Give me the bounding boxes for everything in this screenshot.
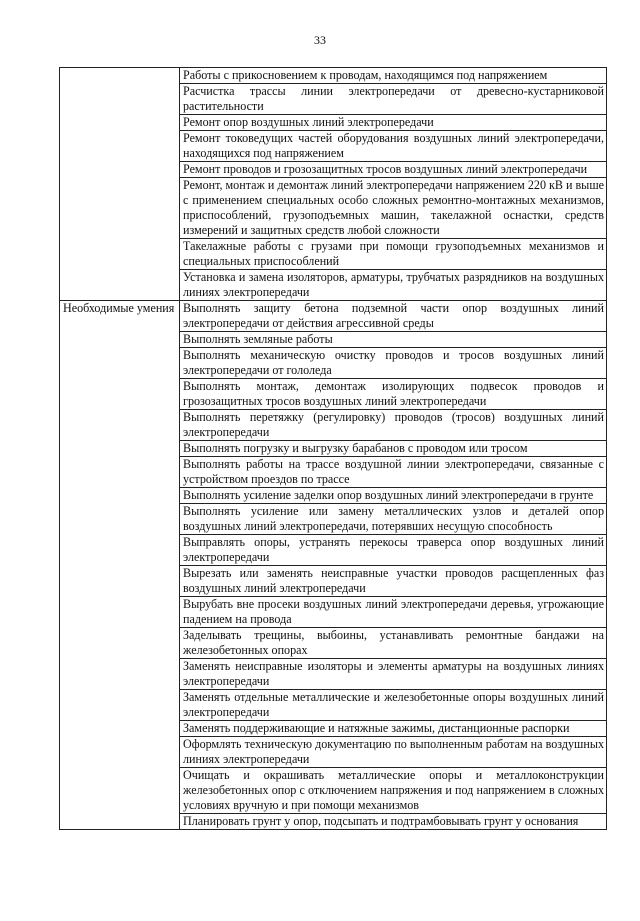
list-item: Ремонт проводов и грозозащитных тросов воздушных линий электропередачи: [180, 162, 607, 178]
list-item: Выполнять усиление или замену металлических узлов и деталей опор воздушных линий электропередачи, потерявших несущую способность: [180, 504, 607, 535]
list-item: Планировать грунт у опор, подсыпать и подтрамбовывать грунт у основания: [180, 814, 607, 830]
list-item: Заделывать трещины, выбоины, устанавливать ремонтные бандажи на железобетонных опорах: [180, 628, 607, 659]
list-item: Выполнять погрузку и выгрузку барабанов с проводом или тросом: [180, 441, 607, 457]
list-item: Установка и замена изоляторов, арматуры, трубчатых разрядников на воздушных линиях электропередачи: [180, 270, 607, 301]
list-item: Ремонт, монтаж и демонтаж линий электропередачи напряжением 220 кВ и выше с применением специальных особо сложных ремонтно-монтажных механизмов, приспособлений, грузоподъемных машин, такелажной оснастки, средств измерений и защитных средств любой сложности: [180, 178, 607, 239]
list-item: Заменять неисправные изоляторы и элементы арматуры на воздушных линиях электропередачи: [180, 659, 607, 690]
list-item: Ремонт токоведущих частей оборудования воздушных линий электропередачи, находящихся под напряжением: [180, 131, 607, 162]
list-item: Выправлять опоры, устранять перекосы траверса опор воздушных линий электропередачи: [180, 535, 607, 566]
section-label: [60, 68, 180, 301]
list-item: Выполнять усиление заделки опор воздушных линий электропередачи в грунте: [180, 488, 607, 504]
table-body: [60, 68, 607, 830]
list-item: Выполнять защиту бетона подземной части опор воздушных линий электропередачи от действия агрессивной среды: [180, 301, 607, 332]
list-item: Такелажные работы с грузами при помощи грузоподъемных механизмов и специальных приспособлений: [180, 239, 607, 270]
list-item: Работы с прикосновением к проводам, находящимся под напряжением: [180, 68, 607, 84]
list-item: Выполнять механическую очистку проводов и тросов воздушных линий электропередачи от гололеда: [180, 348, 607, 379]
page-number: 33: [314, 33, 326, 47]
list-item: Заменять отдельные металлические и железобетонные опоры воздушных линий электропередачи: [180, 690, 607, 721]
list-item: Вырезать или заменять неисправные участки проводов расщепленных фаз воздушных линий электропередачи: [180, 566, 607, 597]
table-row: [60, 68, 607, 84]
list-item: Оформлять техническую документацию по выполненным работам на воздушных линиях электропередачи: [180, 737, 607, 768]
list-item: Выполнять земляные работы: [180, 332, 607, 348]
list-item: Заменять поддерживающие и натяжные зажимы, дистанционные распорки: [180, 721, 607, 737]
table-row: [60, 301, 607, 332]
competency-table: [59, 67, 607, 830]
list-item: Вырубать вне просеки воздушных линий электропередачи деревья, угрожающие падением на провода: [180, 597, 607, 628]
list-item: Выполнять монтаж, демонтаж изолирующих подвесок проводов и грозозащитных тросов воздушных линий электропередачи: [180, 379, 607, 410]
list-item: Выполнять перетяжку (регулировку) проводов (тросов) воздушных линий электропередачи: [180, 410, 607, 441]
list-item: Выполнять работы на трассе воздушной линии электропередачи, связанные с устройством проездов по трассе: [180, 457, 607, 488]
list-item: Очищать и окрашивать металлические опоры и металлоконструкции железобетонных опор с отключением напряжения и под напряжением в сложных условиях вручную и при помощи механизмов: [180, 768, 607, 814]
list-item: Ремонт опор воздушных линий электропередачи: [180, 115, 607, 131]
section-label: Необходимые умения: [60, 301, 180, 830]
list-item: Расчистка трассы линии электропередачи от древесно-кустарниковой растительности: [180, 84, 607, 115]
